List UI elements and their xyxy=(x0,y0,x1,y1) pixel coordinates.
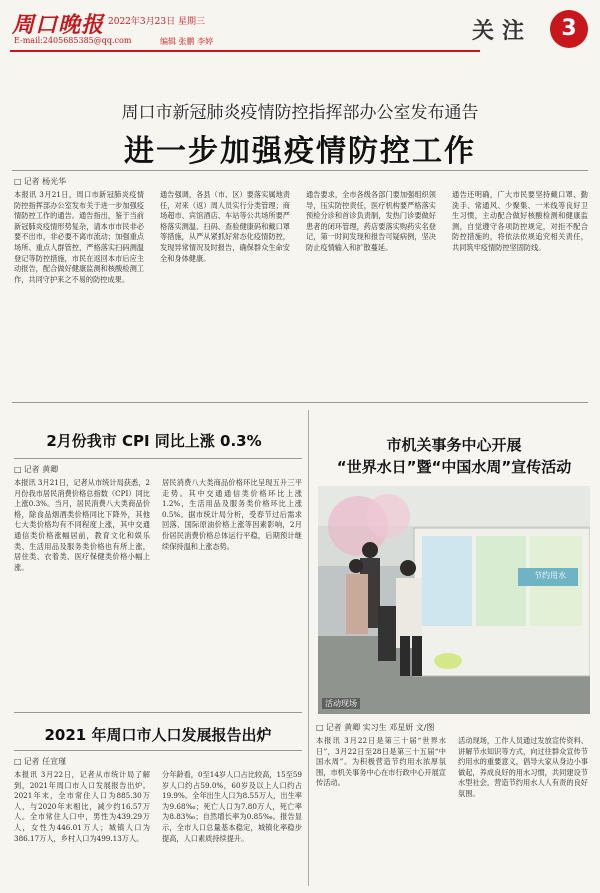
population-column-1: 本报讯 3月22日，记者从市统计局了解到，2021年周口市人口发展报告出炉。2021年末，全市常住人口为885.30万人，与2020年末相比，减少约16.57万人。全市常住人口中，男性为439.29万人，女性为446.01万人；城镇人口为386.17万人，乡村人口为499.13万人。 xyxy=(14,770,150,843)
lead-divider xyxy=(12,170,588,171)
lead-column-1: 本报讯 3月21日，周口市新冠肺炎疫情防控指挥部办公室发布关于进一步加强疫情防控工作的通告。通告指出，鉴于当前新冠肺炎疫情形势复杂，请本市市民非必要不出市，非必要不离市流动；加强重点场所、重点人群管控，严格落实扫码测温登记等防控措施，市民在返回本市后应主动报告，配合做好健康监测和核酸检测工作，共同守护来之不易的防控成果。 xyxy=(14,190,144,284)
lead-headline: 进一步加强疫情防控工作 xyxy=(124,134,476,169)
water-byline: □ 记者 黄卿 实习生 邓星妍 文/图 xyxy=(316,722,434,733)
cpi-column-1: 本报讯 3月21日，记者从市统计局获悉，2月份我市居民消费价格总指数（CPI）同比上涨0.3%。当月，居民消费八大类商品价格，除食品烟酒类价格同比下降外，其他七大类价格均有不同程度上涨，其中交通通信类价格涨幅居前，教育文化和娱乐类、生活用品及服务类价格也有所上涨，居住类、衣着类、医疗保健类价格小幅上涨。 xyxy=(14,478,150,572)
dateline: 2022年3月23日 星期三 xyxy=(108,17,205,27)
lead-column-3: 通告要求，全市各级各部门要加强组织领导，压实防控责任，医疗机构要严格落实预检分诊和首诊负责制，发热门诊要做好患者的闭环管理，药店要落实购药实名登记，第一时间发现和报告可疑病例，坚决防止疫情输入和扩散蔓延。 xyxy=(306,190,436,252)
lead-bottom-divider xyxy=(12,402,588,403)
water-sign-text: 节约用水 xyxy=(534,571,566,580)
newspaper-logo: 周口晚报 xyxy=(12,12,105,38)
lead-kicker: 周口市新冠肺炎疫情防控指挥部办公室发布通告 xyxy=(121,103,479,123)
editors-line: 编辑 张鹏 李婷 xyxy=(160,37,214,46)
page-number-badge: 3 xyxy=(550,10,588,48)
cpi-headline: 2月份我市 CPI 同比上涨 0.3% xyxy=(46,432,262,450)
water-headline-line1: 市机关事务中心开展 xyxy=(386,436,522,454)
population-headline: 2021 年周口市人口发展报告出炉 xyxy=(44,726,272,744)
event-photo xyxy=(318,486,590,714)
cpi-divider xyxy=(14,458,302,459)
population-column-2: 分年龄看，0至14岁人口占比较高，15至59岁人口约占59.0%，60岁及以上人口约占19.9%。全年出生人口为8.55万人，出生率为9.68‰；死亡人口为7.80万人，死亡率为8.83‰；自然增长率为0.85‰。报告显示，全市人口总量基本稳定，城镇化率稳步提高，人口素质持续提升。 xyxy=(162,770,302,843)
masthead-rule xyxy=(10,50,480,52)
section-title: 关注 xyxy=(472,18,533,44)
population-divider xyxy=(14,750,302,751)
cpi-byline: □ 记者 黄卿 xyxy=(14,464,58,475)
water-column-2: 活动现场，工作人员通过发放宣传资料、讲解节水知识等方式，向过往群众宣传节约用水的重要意义，倡导大家从身边小事做起，养成良好的用水习惯，共同建设节水型社会，营造节约用水人人有责的良好氛围。 xyxy=(458,736,588,798)
water-column-1: 本报讯 3月22日是第三十届“世界水日”，3月22日至28日是第三十五届“中国水周”。为积极营造节约用水浓厚氛围，市机关事务中心在市行政中心开展宣传活动。 xyxy=(316,736,446,788)
population-top-divider xyxy=(14,712,302,713)
event-photo-illustration xyxy=(318,486,590,714)
lead-column-4: 通告还明确，广大市民要坚持戴口罩、勤洗手、常通风、少聚集、一米线等良好卫生习惯，主动配合做好核酸检测和健康监测，自觉遵守各项防控规定，对拒不配合防控措施的，将依法依规追究相关责任，共同筑牢疫情防控坚固防线。 xyxy=(452,190,588,252)
photo-caption: 活动现场 xyxy=(322,698,360,709)
water-headline-line2: “世界水日”暨“中国水周”宣传活动 xyxy=(336,458,572,476)
lead-column-2: 通告强调，各县（市、区）要落实属地责任，对来（返）周人员实行分类管理；商场超市、宾馆酒店、车站等公共场所要严格落实测温、扫码、查验健康码和戴口罩等措施，从严从紧抓好常态化疫情防控，发现异常情况及时报告，确保群众生命安全和身体健康。 xyxy=(160,190,290,263)
population-byline: □ 记者 任宣瑾 xyxy=(14,756,66,767)
cpi-column-2: 居民消费八大类商品价格环比呈现五升三平走势。其中交通通信类价格环比上涨1.2%，生活用品及服务类价格环比上涨0.5%。据市统计局分析，受春节过后需求回落、国际原油价格上涨等因素影响，2月份居民消费价格总体运行平稳，后期预计继续保持温和上涨态势。 xyxy=(162,478,302,551)
lead-byline: □ 记者 杨光华 xyxy=(14,176,66,187)
masthead xyxy=(0,0,600,66)
column-separator xyxy=(308,410,309,886)
email-line: E-mail:2405685385@qq.com xyxy=(14,36,132,45)
